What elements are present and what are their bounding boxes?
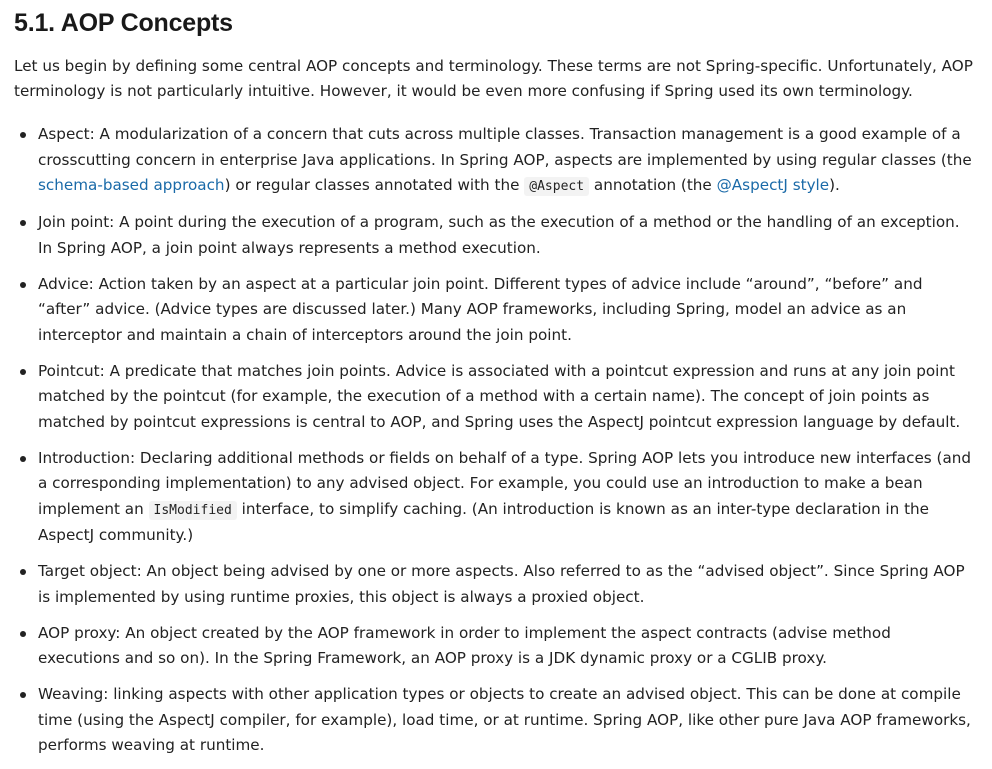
introduction-text-2: interface, to simplify caching. (An introduction is known as an inter-type declaration in the AspectJ community.) [38,499,930,544]
schema-based-approach-link[interactable]: schema-based approach [38,176,225,194]
list-item-pointcut [14,359,974,436]
section-title: 5.1. AOP Concepts [14,9,233,37]
bullet-icon [20,282,26,288]
document-page [14,0,974,769]
aop-proxy-text: AOP proxy: An object created by the AOP framework in order to implement the aspect contracts (advise method executions and so on). In the Spring Framework, an AOP proxy is a JDK dynamic proxy or a CGLIB proxy. [38,623,891,667]
list-item-aspect [14,122,974,200]
weaving-text: Weaving: linking aspects with other application types or objects to create an advised object. This can be done at compile time (using the AspectJ compiler, for example), load time, or at runtime. Spring AOP, like other pure Java AOP frameworks, performs weaving at runtime. [38,685,971,754]
join-point-text: Join point: A point during the execution of a program, such as the execution of a method or the handling of an exception. In Spring AOP, a join point always represents a method execution. [38,213,960,257]
aspect-text-4: ). [829,176,840,194]
list-item-target-object [14,559,974,610]
intro-paragraph: Let us begin by defining some central AOP concepts and terminology. These terms are not Spring-specific. Unfortunately, AOP terminology is not particularly intuitive. However, it would be even more confusing if Spring used its own terminology. [14,57,973,100]
list-item-weaving [14,682,974,759]
aspect-annotation-code: @Aspect [524,177,589,196]
bullet-icon [20,369,26,375]
list-item-aop-proxy [14,621,974,672]
bullet-icon [20,132,26,138]
aspect-text-2: ) or regular classes annotated with the [224,176,525,194]
bullet-icon [20,692,26,698]
list-item-join-point [14,210,974,261]
list-item-advice [14,272,974,349]
bullet-icon [20,569,26,575]
aspect-text-1: Aspect: A modularization of a concern that cuts across multiple classes. Transaction management is a good example of a crosscutting concern in enterprise Java applications. In Spring AOP, aspects are implemented by using regular classes (the [38,125,972,169]
target-object-text: Target object: An object being advised by one or more aspects. Also referred to as the “advised object”. Since Spring AOP is implemented by using runtime proxies, this object is always a proxied object. [38,562,965,606]
concept-list [14,122,974,759]
aspect-text-3: annotation (the [589,176,717,194]
advice-text: Advice: Action taken by an aspect at a particular join point. Different types of advice include “around”, “before” and “after” advice. (Advice types are discussed later.) Many AOP frameworks, including Spring, model an advice as an interceptor and maintain a chain of interceptors around the join point. [38,274,923,344]
introduction-text-1: Introduction: Declaring additional methods or fields on behalf of a type. Spring AOP lets you introduce new interfaces (and a corresponding implementation) to any advised object. For example, you could use an introduction to make a bean implement an [38,448,972,518]
list-item-introduction [14,446,974,549]
aspectj-style-link[interactable]: @AspectJ style [716,176,830,194]
bullet-icon [20,631,26,637]
pointcut-text: Pointcut: A predicate that matches join points. Advice is associated with a pointcut expression and runs at any join point matched by the pointcut (for example, the execution of a method with a certain name). The concept of join points as matched by pointcut expressions is central to AOP, and Spring uses the AspectJ pointcut expression language by default. [38,361,961,431]
bullet-icon [20,456,26,462]
bullet-icon [20,220,26,226]
ismodified-code: IsModified [149,501,237,520]
